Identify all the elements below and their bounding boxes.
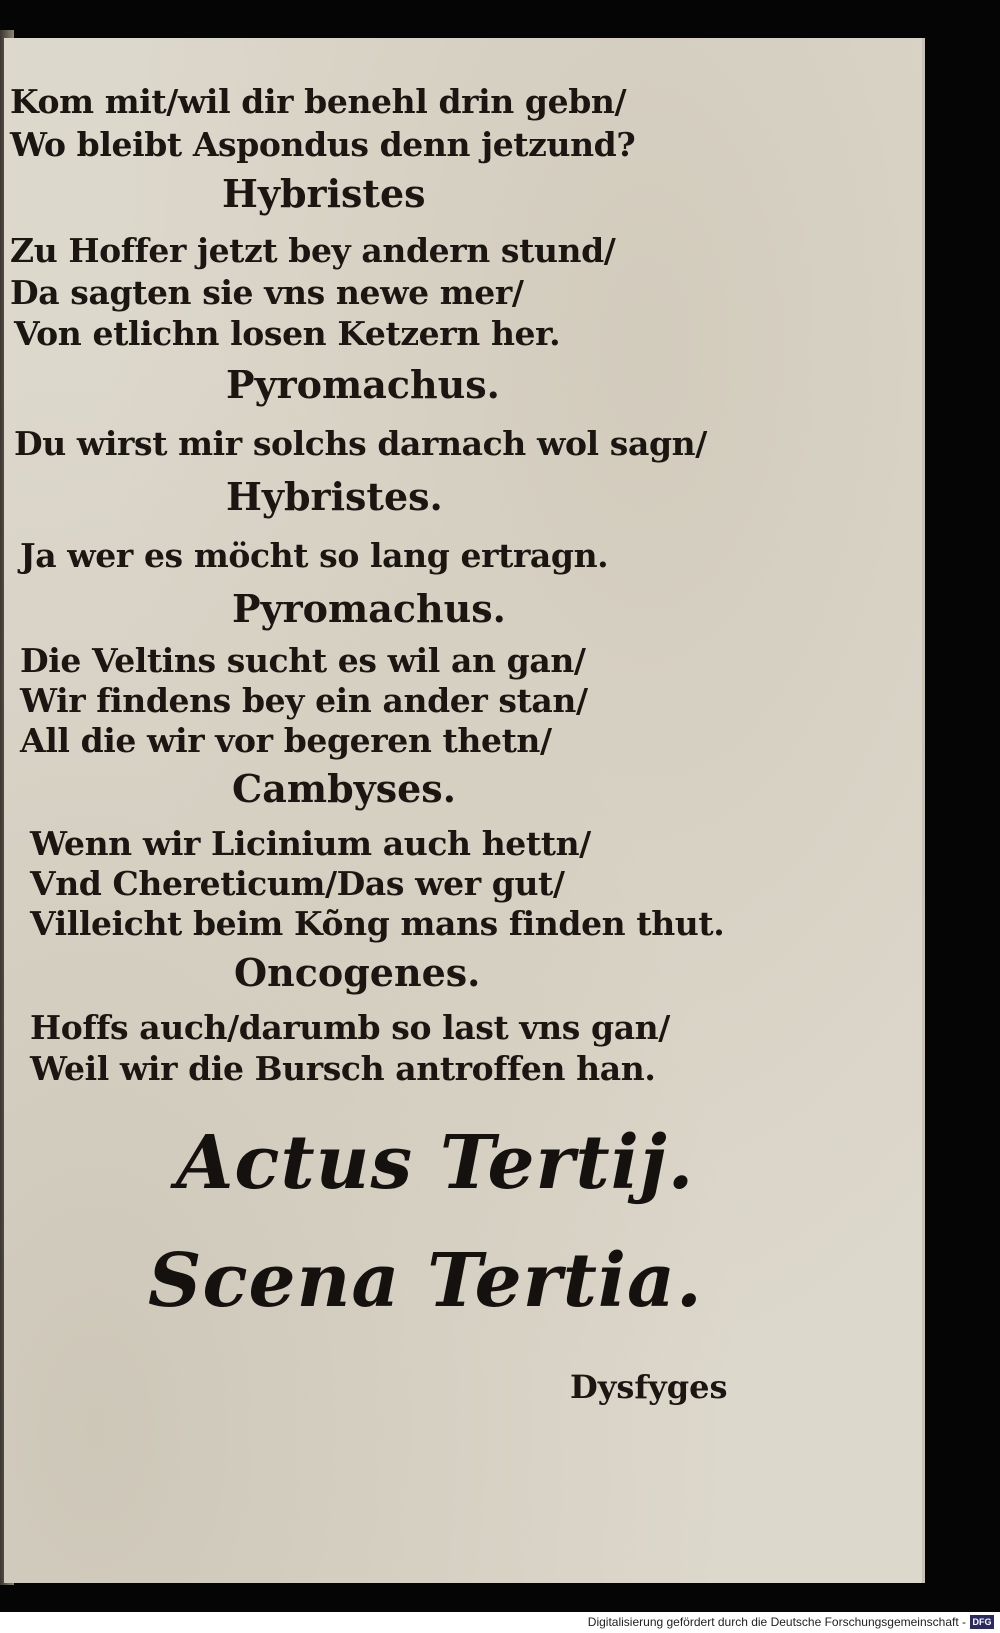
text-line: Ja wer es möcht so lang ertragn.: [20, 536, 609, 575]
text-line: Hoffs auch/darumb so last vns gan/: [30, 1008, 670, 1047]
text-line: Wenn wir Licinium auch hettn/: [30, 824, 591, 863]
speaker-name: Oncogenes.: [234, 950, 481, 995]
page-text: [4, 38, 922, 1583]
speaker-name: Hybristes.: [226, 474, 443, 519]
speaker-name: Pyromachus.: [226, 362, 500, 407]
text-line: Zu Hoffer jetzt bey andern stund/: [10, 231, 616, 270]
text-line: Wir findens bey ein ander stan/: [20, 681, 588, 720]
text-line: Du wirst mir solchs darnach wol sagn/: [14, 424, 707, 463]
text-line: Die Veltins sucht es wil an gan/: [20, 641, 586, 680]
speaker-name: Cambyses.: [232, 766, 456, 811]
dfg-logo-icon: DFG: [970, 1615, 994, 1629]
text-line: Da sagten sie vns newe mer/: [10, 273, 524, 312]
speaker-name: Pyromachus.: [232, 586, 506, 631]
text-line: Kom mit/wil dir benehl drin gebn/: [10, 82, 627, 121]
text-line: Villeicht beim Kõng mans finden thut.: [30, 904, 725, 943]
text-line: Wo bleibt Aspondus denn jetzund?: [10, 125, 636, 164]
speaker-name: Hybristes: [222, 171, 426, 216]
catchword: Dysfyges: [570, 1368, 728, 1406]
funding-credit: Digitalisierung gefördert durch die Deutsche Forschungsgemeinschaft -: [587, 1615, 966, 1629]
act-heading: Actus Tertij.: [176, 1120, 695, 1206]
text-line: Von etlichn losen Ketzern her.: [14, 314, 561, 353]
scene-heading: Scena Tertia.: [148, 1238, 703, 1324]
book-page: [4, 38, 925, 1583]
text-line: Weil wir die Bursch antroffen han.: [30, 1049, 656, 1088]
text-line: Vnd Chereticum/Das wer gut/: [30, 864, 565, 903]
footer-credit-bar: [0, 1612, 1000, 1633]
text-line: All die wir vor begeren thetn/: [20, 721, 552, 760]
